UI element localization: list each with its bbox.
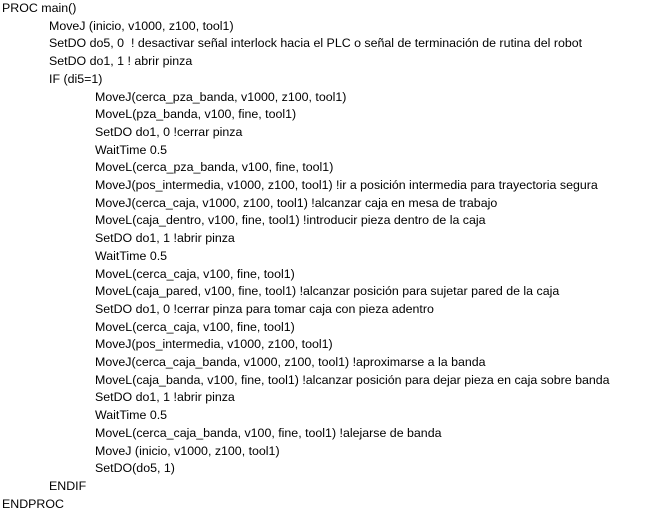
code-line: ENDIF	[49, 478, 87, 493]
code-line: MoveJ(pos_intermedia, v1000, z100, tool1) !ir a posición intermedia para trayectoria segura	[95, 178, 598, 192]
code-line: SetDO do5, 0 ! desactivar señal interlock hacia el PLC o señal de terminación de rutina del robot	[49, 36, 583, 51]
code-line: MoveL(caja_dentro, v100, fine, tool1) !introducir pieza dentro de la caja	[95, 213, 486, 228]
code-line: MoveJ(cerca_caja_banda, v1000, z100, tool1) !aproximarse a la banda	[95, 355, 486, 369]
code-line: MoveJ(pos_intermedia, v1000, z100, tool1)	[95, 337, 333, 352]
code-line: MoveL(cerca_caja_banda, v100, fine, tool1) !alejarse de banda	[95, 425, 442, 440]
code-line: MoveL(cerca_caja, v100, fine, tool1)	[95, 266, 295, 281]
code-line: MoveL(pza_banda, v100, fine, tool1)	[95, 107, 297, 122]
code-line: MoveJ(cerca_pza_banda, v1000, z100, tool1)	[95, 89, 347, 104]
code-line: MoveJ (inicio, v1000, z100, tool1)	[49, 18, 234, 33]
code-line: PROC main()	[2, 1, 77, 15]
code-line: SetDO(do5, 1)	[95, 461, 175, 476]
code-line: ENDPROC	[2, 496, 64, 511]
code-line: MoveJ(cerca_caja, v1000, z100, tool1) !alcanzar caja en mesa de trabajo	[95, 195, 498, 210]
code-line: MoveJ (inicio, v1000, z100, tool1)	[95, 443, 280, 458]
code-line: MoveL(caja_banda, v100, fine, tool1) !alcanzar posición para dejar pieza en caja sobre banda	[95, 372, 610, 387]
code-line: MoveL(cerca_caja, v100, fine, tool1)	[95, 319, 295, 334]
code-line: MoveL(caja_pared, v100, fine, tool1) !alcanzar posición para sujetar pared de la caja	[95, 284, 560, 299]
code-line: SetDO do1, 0 !cerrar pinza	[95, 124, 243, 139]
code-line: MoveL(cerca_pza_banda, v100, fine, tool1)	[95, 160, 334, 175]
code-line: SetDO do1, 1 ! abrir pinza	[49, 54, 193, 69]
code-line: SetDO do1, 0 !cerrar pinza para tomar caja con pieza adentro	[95, 301, 434, 316]
code-line: WaitTime 0.5	[95, 408, 168, 423]
code-line: SetDO do1, 1 !abrir pinza	[95, 390, 235, 405]
code-line: WaitTime 0.5	[95, 248, 168, 263]
code-line: WaitTime 0.5	[95, 142, 168, 157]
code-line: IF (di5=1)	[49, 71, 103, 86]
code-line: SetDO do1, 1 !abrir pinza	[95, 231, 235, 246]
